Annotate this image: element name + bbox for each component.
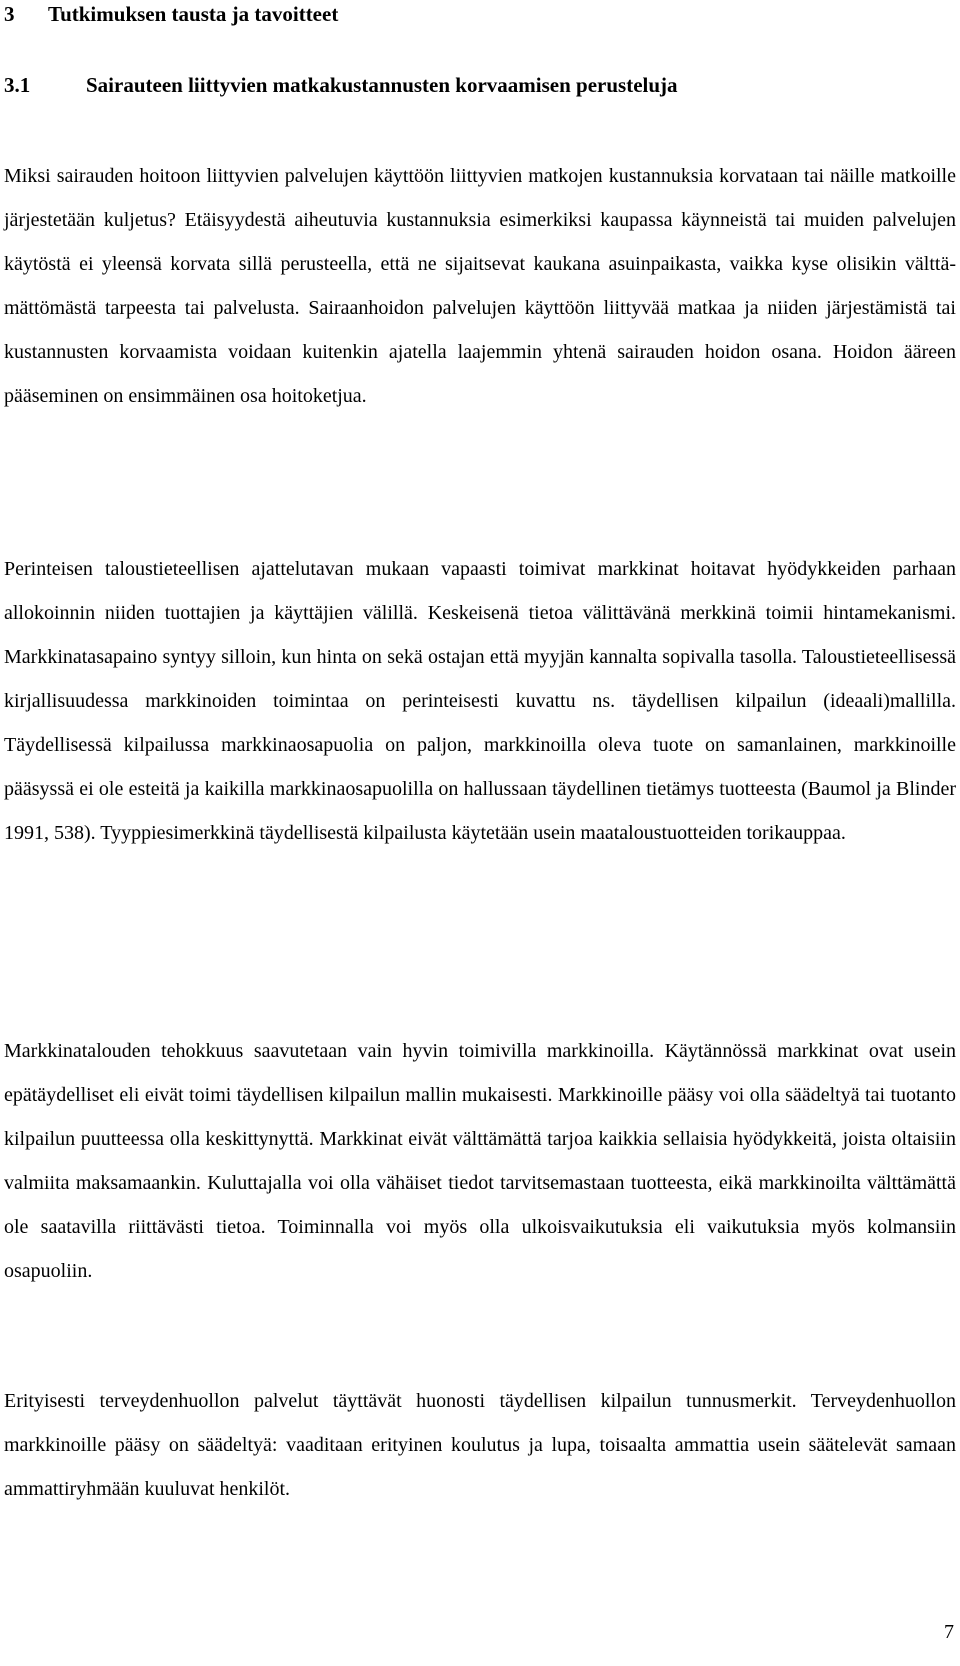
body-paragraph-3: Markkinatalouden tehokkuus saavutetaan vain hyvin toimivilla markkinoilla. Käytännössä markkinat ovat usein epätäydelliset eli eivät toimi täydellisen kilpailun mallin mukaisesti. Markkinoille pääsy voi olla säädeltyä tai tuotanto kilpailun puutteessa olla keskittynyttä. Markkinat eivät välttämättä tarjoa kaikkia sellaisia hyödykkeitä, joista oltaisiin valmiita maksamaankin. Kuluttajalla voi olla vähäiset tiedot tarvitsemastaan tuotteesta, eikä markkinoilta välttämättä ole saatavilla riittävästi tietoa. Toiminnalla voi myös olla ulkoisvaikutuksia eli vaikutuksia myös kolmansiin osapuoliin. — [4, 1040, 956, 1282]
section-title: Tutkimuksen tausta ja tavoitteet — [48, 2, 339, 26]
page-number: 7 — [944, 1621, 954, 1643]
section-number: 3 — [4, 2, 15, 26]
subsection-title: Sairauteen liittyvien matkakustannusten korvaamisen perusteluja — [86, 73, 678, 97]
body-paragraph-1: Miksi sairauden hoitoon liittyvien palvelujen käyttöön liittyvien matkojen kustannuksia korvataan tai näille matkoille järjestetään kuljetus? Etäisyydestä aiheutuvia kustannuksia esimerkiksi kaupassa käynneistä tai muiden palvelujen käytöstä ei yleensä korvata sillä perusteella, että ne sijaitsevat kaukana asuinpaikasta, vaikka kyse olisikin välttämättömästä tarpeesta tai palvelusta. Sairaanhoidon palvelujen käyttöön liittyvää matkaa ja niiden järjestämistä tai kustannusten korvaamista voidaan kuitenkin ajatella laajemmin yhtenä sairauden hoidon osana. Hoidon ääreen pääseminen on ensimmäinen osa hoitoketjua. — [4, 165, 956, 407]
body-paragraph-2: Perinteisen taloustieteellisen ajattelutavan mukaan vapaasti toimivat markkinat hoitavat hyödykkeiden parhaan allokoinnin niiden tuottajien ja käyttäjien välillä. Keskeisenä tietoa välittävänä merkkinä toimii hintamekanismi. Markkinatasapaino syntyy silloin, kun hinta on sekä ostajan että myyjän kannalta sopivalla tasolla. Taloustieteellisessä kirjallisuudessa markkinoiden toimintaa on perinteisesti kuvattu ns. täydellisen kilpailun (ideaali)mallilla. Täydellisessä kilpailussa markkinaosapuolia on paljon, markkinoilla oleva tuote on samanlainen, markkinoille pääsyssä ei ole esteitä ja kaikilla markkinaosapuolilla on hallussaan täydellinen tietämys tuotteesta (Baumol ja Blinder 1991, 538). Tyyppiesimerkkinä täydellisestä kilpailusta käytetään usein maataloustuotteiden torikauppaa. — [4, 558, 956, 844]
subsection-number: 3.1 — [4, 73, 31, 97]
body-paragraph-4: Erityisesti terveydenhuollon palvelut täyttävät huonosti täydellisen kilpailun tunnusmerkit. Terveydenhuollon markkinoille pääsy on säädeltyä: vaaditaan erityinen koulutus ja lupa, toisaalta ammattia usein säätelevät samaan ammattiryhmään kuuluvat henkilöt. — [4, 1390, 956, 1500]
section-heading — [4, 2, 338, 26]
subsection-heading — [4, 73, 678, 97]
